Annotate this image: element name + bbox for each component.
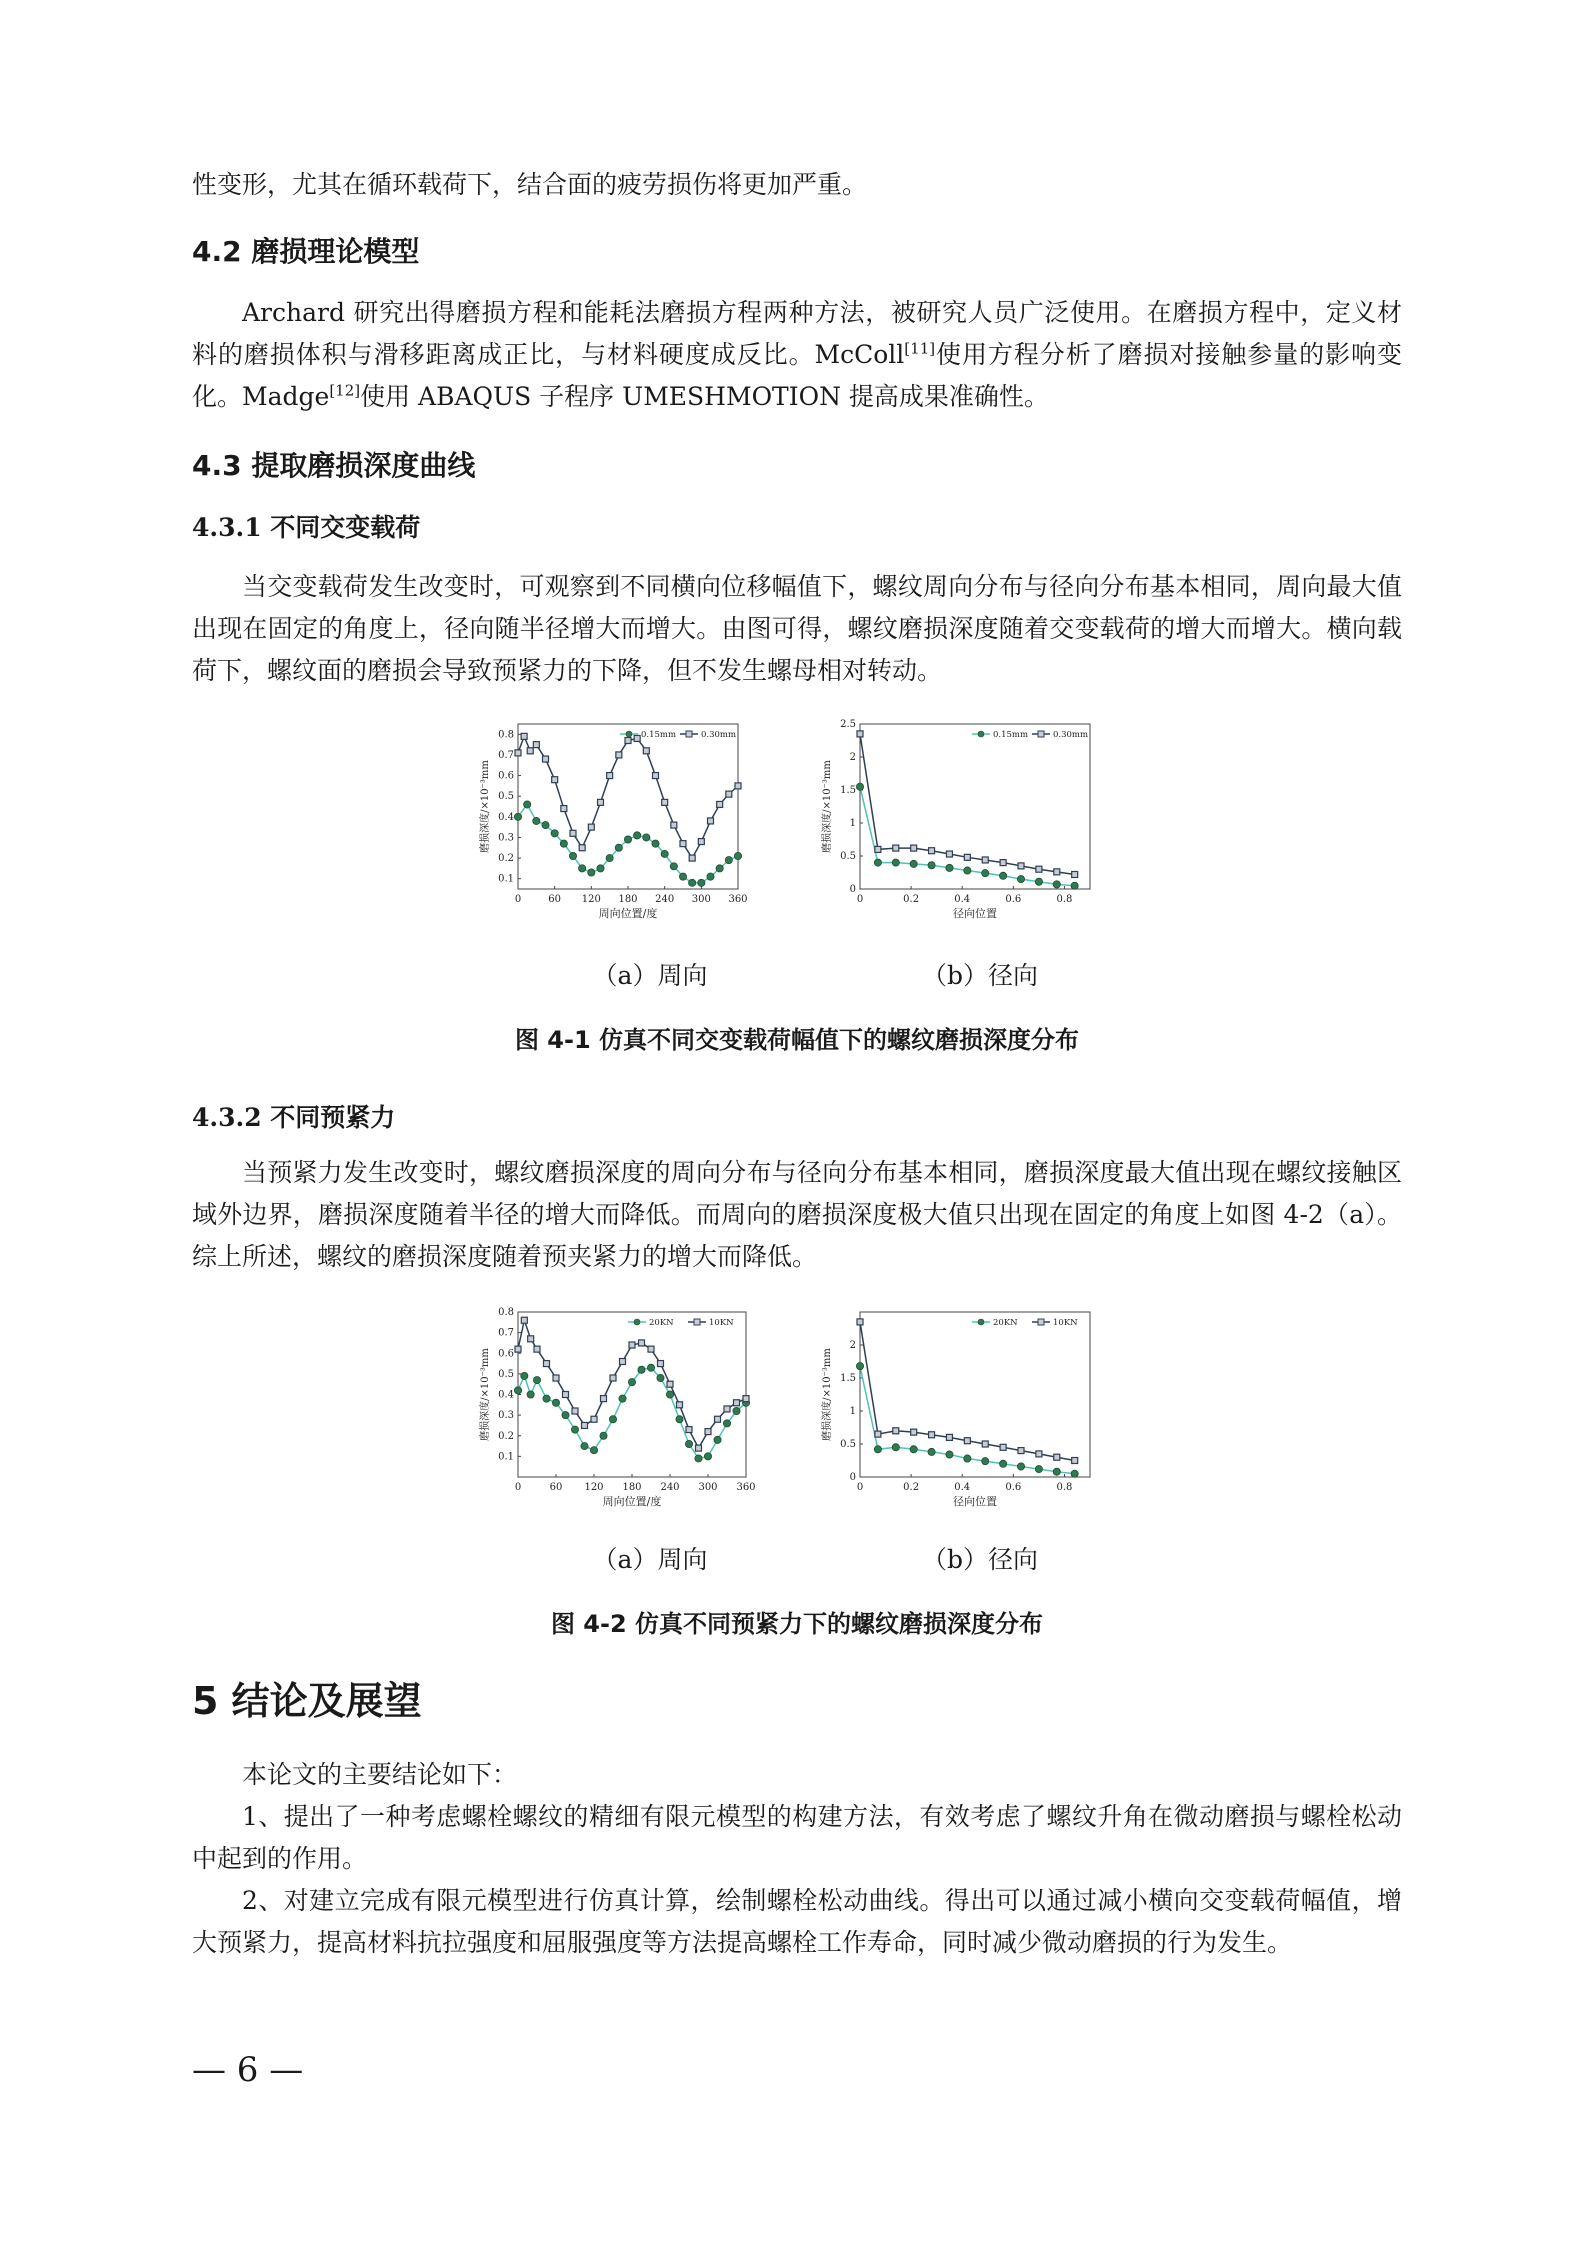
y-tick-label: 0.5 xyxy=(840,851,856,862)
paragraph-4-2 xyxy=(192,292,1402,418)
subcaption-fig41a: （a）周向 xyxy=(592,961,708,990)
data-point xyxy=(628,1379,635,1386)
data-point xyxy=(648,1346,654,1352)
data-point xyxy=(579,845,585,851)
data-point xyxy=(856,1363,863,1370)
data-point xyxy=(581,1442,588,1449)
legend-label-10KN: 10KN xyxy=(1053,1318,1078,1328)
data-point xyxy=(1072,871,1078,877)
plot-frame xyxy=(518,724,738,889)
data-point xyxy=(689,855,695,861)
legend-label-0.30mm: 0.30mm xyxy=(1053,730,1089,740)
data-point xyxy=(734,852,741,859)
subcaption-fig42b: （b）径向 xyxy=(921,1545,1038,1574)
data-point xyxy=(1017,1463,1024,1470)
data-point xyxy=(982,870,989,877)
data-point xyxy=(734,1400,740,1406)
paragraph-4-3-2: 当预紧力发生改变时，螺纹磨损深度的周向分布与径向分布基本相同，磨损深度最大值出现在螺纹接触区域外边界，磨损深度随着半径的增大而降低。而周向的磨损深度极大值只出现在固定的角度上如图 4-2（a）。综上所述，螺纹的磨损深度随着预夹紧力的增大而降低。 xyxy=(192,1158,1402,1271)
y-tick-label: 1 xyxy=(849,1406,856,1417)
data-point xyxy=(1036,1451,1042,1457)
data-point xyxy=(521,1317,527,1323)
x-axis-label: 周向位置/度 xyxy=(598,907,658,920)
x-tick-label: 0.8 xyxy=(1056,1482,1073,1493)
data-point xyxy=(634,832,641,839)
data-point xyxy=(716,865,723,872)
reference-11: [11] xyxy=(904,339,936,358)
data-point xyxy=(662,799,668,805)
data-point xyxy=(563,1392,569,1398)
data-point xyxy=(1054,869,1060,875)
data-point xyxy=(569,852,576,859)
y-tick-label: 2 xyxy=(849,752,856,763)
legend-marker xyxy=(686,731,692,737)
data-point xyxy=(910,860,917,867)
data-point xyxy=(874,859,881,866)
data-point xyxy=(647,1364,654,1371)
legend-label-10KN: 10KN xyxy=(709,1318,734,1328)
heading-4-3: 4.3 提取磨损深度曲线 xyxy=(192,449,476,482)
x-tick-label: 0.6 xyxy=(1005,894,1022,905)
data-point xyxy=(964,1455,971,1462)
paragraph-continuation: 性变形，尤其在循环载荷下，结合面的疲劳损伤将更加严重。 xyxy=(192,170,868,199)
data-point xyxy=(639,1340,645,1346)
data-point xyxy=(892,1444,899,1451)
data-point xyxy=(616,752,622,758)
data-point xyxy=(743,1396,749,1402)
data-point xyxy=(705,1429,711,1435)
data-point xyxy=(619,1395,626,1402)
legend-marker xyxy=(1038,1319,1044,1325)
data-point xyxy=(643,834,650,841)
data-point xyxy=(598,799,604,805)
x-tick-label: 0.6 xyxy=(1005,1482,1022,1493)
data-point xyxy=(601,1396,607,1402)
data-point xyxy=(514,1387,521,1394)
data-point xyxy=(666,1391,673,1398)
y-tick-label: 0.1 xyxy=(498,1451,514,1463)
y-axis-label: 磨损深度/×10⁻³mm xyxy=(480,1348,491,1441)
paragraph-5-item1: 1、提出了一种考虑螺栓螺纹的精细有限元模型的构建方法，有效考虑了螺纹升角在微动磨损与螺栓松动中起到的作用。 xyxy=(192,1802,1402,1873)
page-number: — 6 — xyxy=(192,2050,304,2090)
y-tick-label: 0 xyxy=(849,884,856,895)
data-point xyxy=(562,1412,569,1419)
data-point xyxy=(911,845,917,851)
x-tick-label: 120 xyxy=(584,1482,604,1493)
x-tick-label: 180 xyxy=(618,894,638,905)
data-point xyxy=(658,1361,664,1367)
data-point xyxy=(551,830,558,837)
data-point xyxy=(615,844,622,851)
caption-fig42: 图 4-2 仿真不同预紧力下的螺纹磨损深度分布 xyxy=(550,1610,1044,1638)
data-point xyxy=(698,879,705,886)
x-tick-label: 180 xyxy=(622,1482,642,1493)
data-point xyxy=(515,1346,521,1352)
chart-fig41b-radial xyxy=(820,712,1100,932)
chart-fig42b-radial xyxy=(820,1300,1100,1520)
paragraph-4-3-1: 当交变载荷发生改变时，可观察到不同横向位移幅值下，螺纹周向分布与径向分布基本相同，周向最大值出现在固定的角度上，径向随半径增大而增大。由图可得，螺纹磨损深度随着交变载荷的增大而增大。横向载荷下，螺纹面的磨损会导致预紧力的下降，但不发生螺母相对转动。 xyxy=(192,572,1402,685)
data-point xyxy=(856,783,863,790)
data-point xyxy=(964,1438,970,1444)
data-point xyxy=(704,1453,711,1460)
data-point xyxy=(528,1336,534,1342)
data-point xyxy=(552,777,558,783)
data-point xyxy=(634,735,640,741)
y-tick-label: 0.5 xyxy=(498,791,514,803)
data-point xyxy=(521,1372,528,1379)
x-tick-label: 300 xyxy=(698,1482,718,1493)
data-point xyxy=(534,1346,540,1352)
data-point xyxy=(597,865,604,872)
data-point xyxy=(946,1434,952,1440)
x-tick-label: 360 xyxy=(736,1482,756,1493)
y-tick-label: 0.6 xyxy=(498,770,514,782)
data-point xyxy=(714,1436,721,1443)
y-tick-label: 0.2 xyxy=(498,853,514,865)
legend-marker xyxy=(978,1319,984,1325)
data-point xyxy=(874,1446,881,1453)
data-point xyxy=(533,1376,540,1383)
x-tick-label: 0.2 xyxy=(903,894,920,905)
data-point xyxy=(1000,1460,1007,1467)
y-tick-label: 0.8 xyxy=(498,1307,514,1318)
legend-label-20KN: 20KN xyxy=(649,1318,674,1328)
paragraph-5-intro: 本论文的主要结论如下： xyxy=(242,1760,518,1789)
data-point xyxy=(735,783,741,789)
data-point xyxy=(657,1374,664,1381)
legend-marker xyxy=(634,1319,640,1325)
y-tick-label: 0.5 xyxy=(498,1368,514,1380)
x-tick-label: 0 xyxy=(514,894,522,905)
data-point xyxy=(733,1407,740,1414)
text-archard: Archard 研究出得磨损方程和能耗法磨损方程两种方法，被研究人员广泛使用。在磨损方程中，定义材料的磨损体积与滑移距离成正比，与材料硬度成反比。McColl xyxy=(192,298,1402,369)
data-point xyxy=(543,756,549,762)
legend-marker xyxy=(1038,731,1044,737)
y-tick-label: 0.3 xyxy=(498,832,514,844)
data-point xyxy=(1000,1444,1006,1450)
data-point xyxy=(521,733,527,739)
x-axis-label: 径向位置 xyxy=(953,907,997,920)
y-tick-label: 0.7 xyxy=(498,749,514,761)
data-point xyxy=(653,773,659,779)
y-tick-label: 0.8 xyxy=(498,729,514,741)
data-point xyxy=(638,1366,645,1373)
data-point xyxy=(582,1422,588,1428)
data-point xyxy=(857,1319,863,1325)
legend-label-20KN: 20KN xyxy=(993,1318,1018,1328)
x-tick-label: 0.8 xyxy=(1056,894,1073,905)
data-point xyxy=(643,748,649,754)
x-tick-label: 240 xyxy=(655,894,675,905)
data-point xyxy=(676,1416,683,1423)
data-point xyxy=(1000,860,1006,866)
y-tick-label: 2.5 xyxy=(840,719,856,730)
data-point xyxy=(624,836,631,843)
legend-marker xyxy=(694,1319,700,1325)
data-point xyxy=(1054,1454,1060,1460)
data-point xyxy=(857,731,863,737)
x-tick-label: 60 xyxy=(548,894,562,905)
x-tick-label: 0.2 xyxy=(903,1482,920,1493)
heading-5: 5 结论及展望 xyxy=(192,1679,422,1723)
data-point xyxy=(670,863,677,870)
y-axis-label: 磨损深度/×10⁻³mm xyxy=(822,760,833,853)
data-point xyxy=(1053,1468,1060,1475)
data-point xyxy=(726,791,732,797)
caption-fig41: 图 4-1 仿真不同交变载荷幅值下的螺纹磨损深度分布 xyxy=(514,1026,1080,1054)
paragraph-5-item2: 2、对建立完成有限元模型进行仿真计算，绘制螺栓松动曲线。得出可以通过减小横向交变载荷幅值，增大预紧力，提高材料抗拉强度和屈服强度等方法提高螺栓工作寿命，同时减少微动磨损的行为发生。 xyxy=(192,1886,1402,1957)
plot-frame xyxy=(860,1312,1090,1477)
legend-label-0.15mm: 0.15mm xyxy=(993,730,1029,740)
subcaption-fig41b: （b）径向 xyxy=(921,961,1038,990)
text-madge: 使用 ABAQUS 子程序 UMESHMOTION 提高成果准确性。 xyxy=(360,382,1049,411)
data-point xyxy=(560,840,567,847)
data-point xyxy=(579,865,586,872)
x-tick-label: 0.4 xyxy=(954,894,971,905)
data-point xyxy=(527,1391,534,1398)
data-point xyxy=(667,1381,673,1387)
legend-marker xyxy=(978,731,984,737)
data-point xyxy=(591,1416,597,1422)
x-tick-label: 360 xyxy=(728,894,748,905)
data-point xyxy=(561,806,567,812)
data-point xyxy=(570,830,576,836)
data-point xyxy=(929,1432,935,1438)
y-tick-label: 0.2 xyxy=(498,1430,514,1442)
x-tick-label: 0 xyxy=(514,1482,522,1493)
legend-label-0.30mm: 0.30mm xyxy=(701,730,737,740)
data-point xyxy=(1053,881,1060,888)
y-tick-label: 0.4 xyxy=(498,811,514,823)
data-point xyxy=(671,822,677,828)
data-point xyxy=(590,1447,597,1454)
data-point xyxy=(524,801,531,808)
data-point xyxy=(652,840,659,847)
data-point xyxy=(725,857,732,864)
data-point xyxy=(911,1429,917,1435)
data-point xyxy=(723,1420,730,1427)
data-point xyxy=(543,1395,550,1402)
data-point xyxy=(572,1408,578,1414)
data-point xyxy=(946,1451,953,1458)
data-point xyxy=(708,818,714,824)
data-point xyxy=(680,841,686,847)
data-point xyxy=(661,850,668,857)
data-point xyxy=(533,742,539,748)
data-point xyxy=(707,873,714,880)
heading-4-3-1: 4.3.1 不同交变载荷 xyxy=(192,513,421,542)
data-point xyxy=(588,869,595,876)
data-point xyxy=(1071,882,1078,889)
data-point xyxy=(1072,1458,1078,1464)
y-tick-label: 0.5 xyxy=(840,1439,856,1450)
data-point xyxy=(689,879,696,886)
data-point xyxy=(1035,878,1042,885)
data-point xyxy=(571,1426,578,1433)
y-axis-label: 磨损深度/×10⁻³mm xyxy=(480,760,491,853)
data-point xyxy=(698,839,704,845)
y-axis-label: 磨损深度/×10⁻³mm xyxy=(822,1348,833,1441)
data-point xyxy=(552,1399,559,1406)
data-point xyxy=(875,846,881,852)
data-point xyxy=(910,1446,917,1453)
data-point xyxy=(1017,876,1024,883)
plot-frame xyxy=(518,1312,746,1477)
data-point xyxy=(929,848,935,854)
x-axis-label: 径向位置 xyxy=(953,1495,997,1508)
data-point xyxy=(620,1359,626,1365)
y-tick-label: 1.5 xyxy=(840,785,856,796)
legend-marker xyxy=(626,731,632,737)
data-point xyxy=(629,1342,635,1348)
x-axis-label: 周向位置/度 xyxy=(602,1495,662,1508)
data-point xyxy=(893,1428,899,1434)
data-point xyxy=(1018,1448,1024,1454)
data-point xyxy=(544,1361,550,1367)
y-tick-label: 0.4 xyxy=(498,1389,514,1401)
data-point xyxy=(607,773,613,779)
data-point xyxy=(717,801,723,807)
y-tick-label: 0 xyxy=(849,1472,856,1483)
data-point xyxy=(625,738,631,744)
x-tick-label: 0 xyxy=(856,1482,864,1493)
data-point xyxy=(685,1440,692,1447)
data-point xyxy=(677,1402,683,1408)
chart-fig41a-circumferential xyxy=(460,712,760,932)
y-tick-label: 0.3 xyxy=(498,1410,514,1422)
data-point xyxy=(892,859,899,866)
y-tick-label: 1 xyxy=(849,818,856,829)
data-point xyxy=(715,1416,721,1422)
x-tick-label: 300 xyxy=(691,894,711,905)
data-point xyxy=(946,864,953,871)
chart-fig42a-circumferential xyxy=(460,1300,760,1520)
data-point xyxy=(724,1406,730,1412)
data-point xyxy=(514,813,521,820)
y-tick-label: 0.7 xyxy=(498,1327,514,1339)
data-point xyxy=(679,873,686,880)
heading-4-2: 4.2 磨损理论模型 xyxy=(192,235,420,268)
data-point xyxy=(1035,1465,1042,1472)
x-tick-label: 60 xyxy=(549,1482,563,1493)
data-point xyxy=(964,867,971,874)
data-point xyxy=(982,1458,989,1465)
data-point xyxy=(928,862,935,869)
data-point xyxy=(542,821,549,828)
data-point xyxy=(1018,863,1024,869)
data-point xyxy=(875,1431,881,1437)
data-point xyxy=(533,817,540,824)
data-point xyxy=(1036,866,1042,872)
data-point xyxy=(946,851,952,857)
y-tick-label: 2 xyxy=(849,1340,856,1351)
data-point xyxy=(609,1416,616,1423)
y-tick-label: 0.1 xyxy=(498,873,514,885)
data-point xyxy=(928,1448,935,1455)
data-point xyxy=(606,854,613,861)
x-tick-label: 120 xyxy=(581,894,601,905)
data-point xyxy=(893,845,899,851)
subcaption-fig42a: （a）周向 xyxy=(592,1545,708,1574)
text-mccoll: 使用方程分析了磨损对接触参量的影响变化。Madge xyxy=(192,340,1402,411)
legend-label-0.15mm: 0.15mm xyxy=(641,730,677,740)
reference-12: [12] xyxy=(329,381,361,400)
x-tick-label: 240 xyxy=(660,1482,680,1493)
data-point xyxy=(964,854,970,860)
heading-4-3-2: 4.3.2 不同预紧力 xyxy=(192,1103,396,1132)
data-point xyxy=(600,1432,607,1439)
data-point xyxy=(695,1455,702,1462)
data-point xyxy=(553,1375,559,1381)
data-point xyxy=(982,1441,988,1447)
x-tick-label: 0 xyxy=(856,894,864,905)
data-point xyxy=(982,857,988,863)
y-tick-label: 0.6 xyxy=(498,1348,514,1360)
x-tick-label: 0.4 xyxy=(954,1482,971,1493)
data-point xyxy=(588,824,594,830)
data-point xyxy=(527,748,533,754)
data-point xyxy=(610,1375,616,1381)
data-point xyxy=(696,1445,702,1451)
data-point xyxy=(1000,872,1007,879)
data-point xyxy=(515,750,521,756)
y-tick-label: 1.5 xyxy=(840,1373,856,1384)
data-point xyxy=(1071,1470,1078,1477)
data-point xyxy=(686,1427,692,1433)
